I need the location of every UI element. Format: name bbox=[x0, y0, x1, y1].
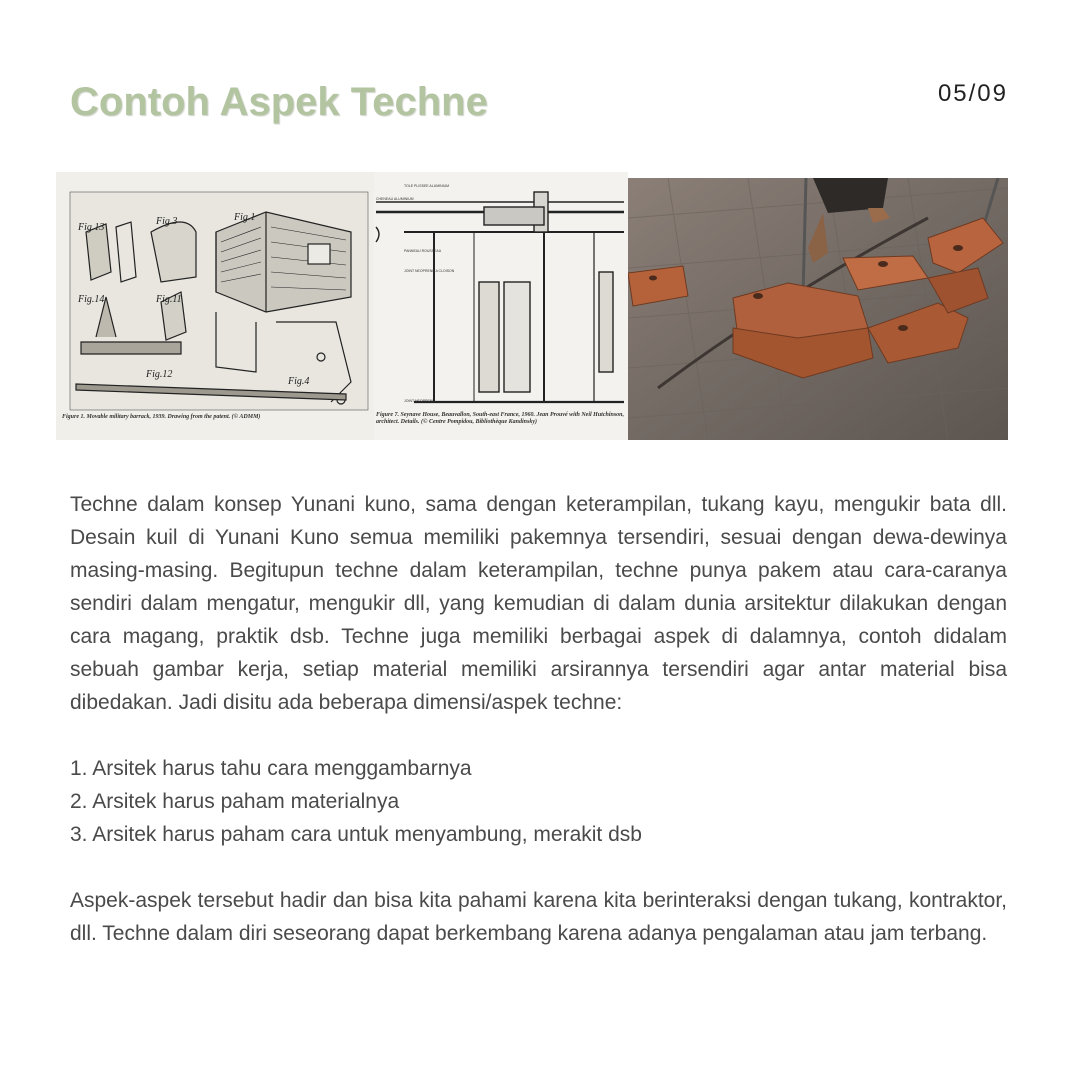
svg-text:Fig.14: Fig.14 bbox=[78, 294, 105, 305]
barrack-caption: Figure 1. Movable military barrack, 1939. Drawing from the patent. (© ADMM) bbox=[62, 414, 261, 420]
page-title: Contoh Aspek Techne bbox=[70, 80, 488, 124]
page-number: 05/09 bbox=[937, 80, 1008, 107]
brick-crafting-photo bbox=[628, 178, 1008, 440]
barrack-patent-drawing bbox=[56, 172, 374, 440]
svg-text:JOINT NEOPRENE: JOINT NEOPRENE bbox=[404, 399, 435, 403]
list-item: 1. Arsitek harus tahu cara menggambarnya bbox=[70, 757, 472, 780]
svg-text:Fig.4: Fig.4 bbox=[288, 376, 310, 387]
body-text bbox=[70, 488, 1007, 950]
techne-aspects-list bbox=[70, 752, 1007, 851]
construction-detail-drawing bbox=[374, 172, 628, 440]
svg-text:Fig.12: Fig.12 bbox=[146, 369, 173, 380]
paragraph-intro: Techne dalam konsep Yunani kuno, sama dengan keterampilan, tukang kayu, mengukir bata dll. Desain kuil di Yunani Kuno semua memiliki pakemnya tersendiri, sesuai dengan dewa-dewinya masing-masing. Begitupun techne dalam keterampilan, techne punya pakem atau cara-caranya sendiri dalam mengatur, mengukir dll, yang kemudian di dalam dunia arsitektur dilakukan dengan cara magang, praktik dsb. Techne juga memiliki berbagai aspek di dalamnya, contoh didalam sebuah gambar kerja, setiap material memiliki arsirannya tersendiri agar antar material bisa dibedakan. Jadi disitu ada beberapa dimensi/aspek techne: bbox=[70, 493, 1007, 714]
detail-caption-line2: architect. Details. (© Centre Pompidou, Bibliothèque Kandinsky) bbox=[376, 419, 537, 425]
svg-text:Fig.1: Fig.1 bbox=[234, 212, 256, 223]
svg-text:Fig.3: Fig.3 bbox=[156, 216, 178, 227]
svg-text:Fig.11: Fig.11 bbox=[156, 294, 182, 305]
detail-caption-line1: Figure 7. Seynave House, Beauvallon, South-east France, 1960. Jean Prouvé with Neil Hutchinson, bbox=[376, 412, 625, 418]
svg-text:CHENEAU ALUMINIUM: CHENEAU ALUMINIUM bbox=[376, 197, 414, 201]
svg-text:JOINT NEOPRENE A CLOISON: JOINT NEOPRENE A CLOISON bbox=[404, 269, 455, 273]
svg-text:Fig.13: Fig.13 bbox=[78, 222, 105, 233]
list-item: 3. Arsitek harus paham cara untuk menyambung, merakit dsb bbox=[70, 823, 642, 846]
list-item: 2. Arsitek harus paham materialnya bbox=[70, 790, 400, 813]
paragraph-closing: Aspek-aspek tersebut hadir dan bisa kita pahami karena kita berinteraksi dengan tukang, kontraktor, dll. Techne dalam diri seseorang dapat berkembang karena adanya pengalaman atau jam terbang. bbox=[70, 889, 1007, 945]
svg-text:PANNEAU ROUSSEAU: PANNEAU ROUSSEAU bbox=[404, 249, 442, 253]
svg-text:TOLE PLISSEE ALUMINIUM: TOLE PLISSEE ALUMINIUM bbox=[404, 184, 450, 188]
